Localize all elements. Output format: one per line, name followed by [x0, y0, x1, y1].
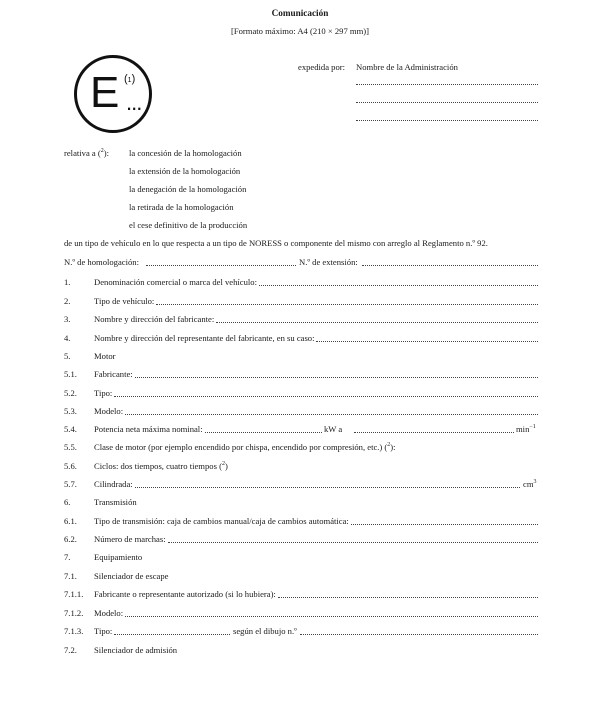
e-mark-footnote: (1) — [124, 73, 136, 85]
item-number: 5.3. — [64, 406, 77, 416]
item-unit: $\min^{-1}$ — [516, 424, 536, 434]
item-label: Nombre y dirección del representante del fabricante, en su caso: — [94, 333, 315, 343]
item-number: 5.6. — [64, 461, 77, 471]
item-label: Denominación comercial o marca del vehículo: — [94, 277, 257, 287]
intro-text: de un tipo de vehículo en lo que respecta a un tipo de NORESS o componente del mismo con arreglo al Reglamento n.º 92. — [64, 238, 488, 248]
item-label: Transmisión — [94, 497, 137, 507]
e-mark-letter: E — [90, 68, 120, 117]
item-field[interactable] — [125, 414, 538, 415]
item-mid-label: kW a — [324, 424, 343, 434]
document-title: Comunicación — [271, 8, 329, 18]
item-number: 5. — [64, 351, 71, 361]
item-label: Modelo: — [94, 406, 124, 416]
item-label: Tipo de transmisión: caja de cambios manual/caja de cambios automática: — [94, 516, 349, 526]
relativa-option: la retirada de la homologación — [129, 202, 234, 212]
relativa-option: la concesión de la homologación — [129, 148, 242, 158]
item-label: Clase de motor (por ejemplo encendido por chispa, encendido por compresión, etc.) ($^2$): — [94, 442, 396, 452]
item-number: 7.1.1. — [64, 589, 84, 599]
item-number: 5.1. — [64, 369, 77, 379]
item-field[interactable] — [278, 597, 538, 598]
item-label: Modelo: — [94, 608, 124, 618]
item-number: 7. — [64, 552, 71, 562]
extension-field[interactable] — [362, 265, 538, 266]
item-number: 3. — [64, 314, 71, 324]
item-label: Ciclos: dos tiempos, cuatro tiempos ($^2$) — [94, 461, 228, 471]
relativa-option: la extensión de la homologación — [129, 166, 241, 176]
item-number: 5.7. — [64, 479, 77, 489]
item-number: 4. — [64, 333, 71, 343]
item-number: 6. — [64, 497, 71, 507]
item-field[interactable] — [135, 377, 538, 378]
item-number: 7.1.3. — [64, 626, 84, 636]
item-number: 6.1. — [64, 516, 77, 526]
item-field[interactable] — [135, 487, 520, 488]
item-field[interactable] — [259, 285, 538, 286]
item-label: Tipo: — [94, 388, 113, 398]
item-field[interactable] — [114, 634, 230, 635]
item-field[interactable] — [316, 341, 538, 342]
item-label: Fabricante o representante autorizado (si lo hubiera): — [94, 589, 276, 599]
item-field[interactable] — [205, 432, 322, 433]
e-mark-dots: ... — [126, 90, 142, 115]
item-label: Número de marchas: — [94, 534, 166, 544]
item-number: 7.1.2. — [64, 608, 84, 618]
item-number: 5.2. — [64, 388, 77, 398]
item-field[interactable] — [354, 432, 514, 433]
item-label: Equipamiento — [94, 552, 143, 562]
item-label: Silenciador de admisión — [94, 645, 178, 655]
extension-label: N.º de extensión: — [299, 257, 358, 267]
item-number: 1. — [64, 277, 71, 287]
item-label: Fabricante: — [94, 369, 133, 379]
item-field[interactable] — [125, 616, 538, 617]
issued-by-line[interactable] — [356, 102, 538, 103]
item-field[interactable] — [351, 524, 538, 525]
relativa-option: el cese definitivo de la producción — [129, 220, 248, 230]
item-label: Silenciador de escape — [94, 571, 169, 581]
item-label: Potencia neta máxima nominal: — [94, 424, 203, 434]
issued-by-line[interactable] — [356, 120, 538, 121]
item-label: Nombre y dirección del fabricante: — [94, 314, 215, 324]
relativa-option: la denegación de la homologación — [129, 184, 247, 194]
issued-by-label: expedida por: — [298, 62, 346, 72]
issued-by-value: Nombre de la Administración — [356, 62, 458, 72]
item-number: 2. — [64, 296, 71, 306]
homologation-field[interactable] — [146, 265, 296, 266]
item-number: 5.4. — [64, 424, 77, 434]
item-label: Tipo: — [94, 626, 113, 636]
item-label: Cilindrada: — [94, 479, 133, 489]
item-number: 6.2. — [64, 534, 77, 544]
item-label: Tipo de vehículo: — [94, 296, 155, 306]
item-field[interactable] — [156, 304, 538, 305]
item-number: 7.1. — [64, 571, 77, 581]
item-field[interactable] — [114, 396, 538, 397]
e-mark-logo — [74, 55, 152, 133]
relativa-label: relativa a ($^2$): — [64, 148, 109, 158]
item-number: 7.2. — [64, 645, 77, 655]
item-field[interactable] — [168, 542, 538, 543]
issued-by-line[interactable] — [356, 84, 538, 85]
item-mid-label: según el dibujo n.º — [233, 626, 297, 636]
item-unit: $cm^3$ — [523, 479, 537, 489]
item-field[interactable] — [300, 634, 538, 635]
item-number: 5.5. — [64, 442, 77, 452]
item-field[interactable] — [216, 322, 538, 323]
item-label: Motor — [94, 351, 116, 361]
homologation-label: N.º de homologación: — [64, 257, 139, 267]
format-note: [Formato máximo: A4 (210 × 297 mm)] — [230, 26, 370, 36]
